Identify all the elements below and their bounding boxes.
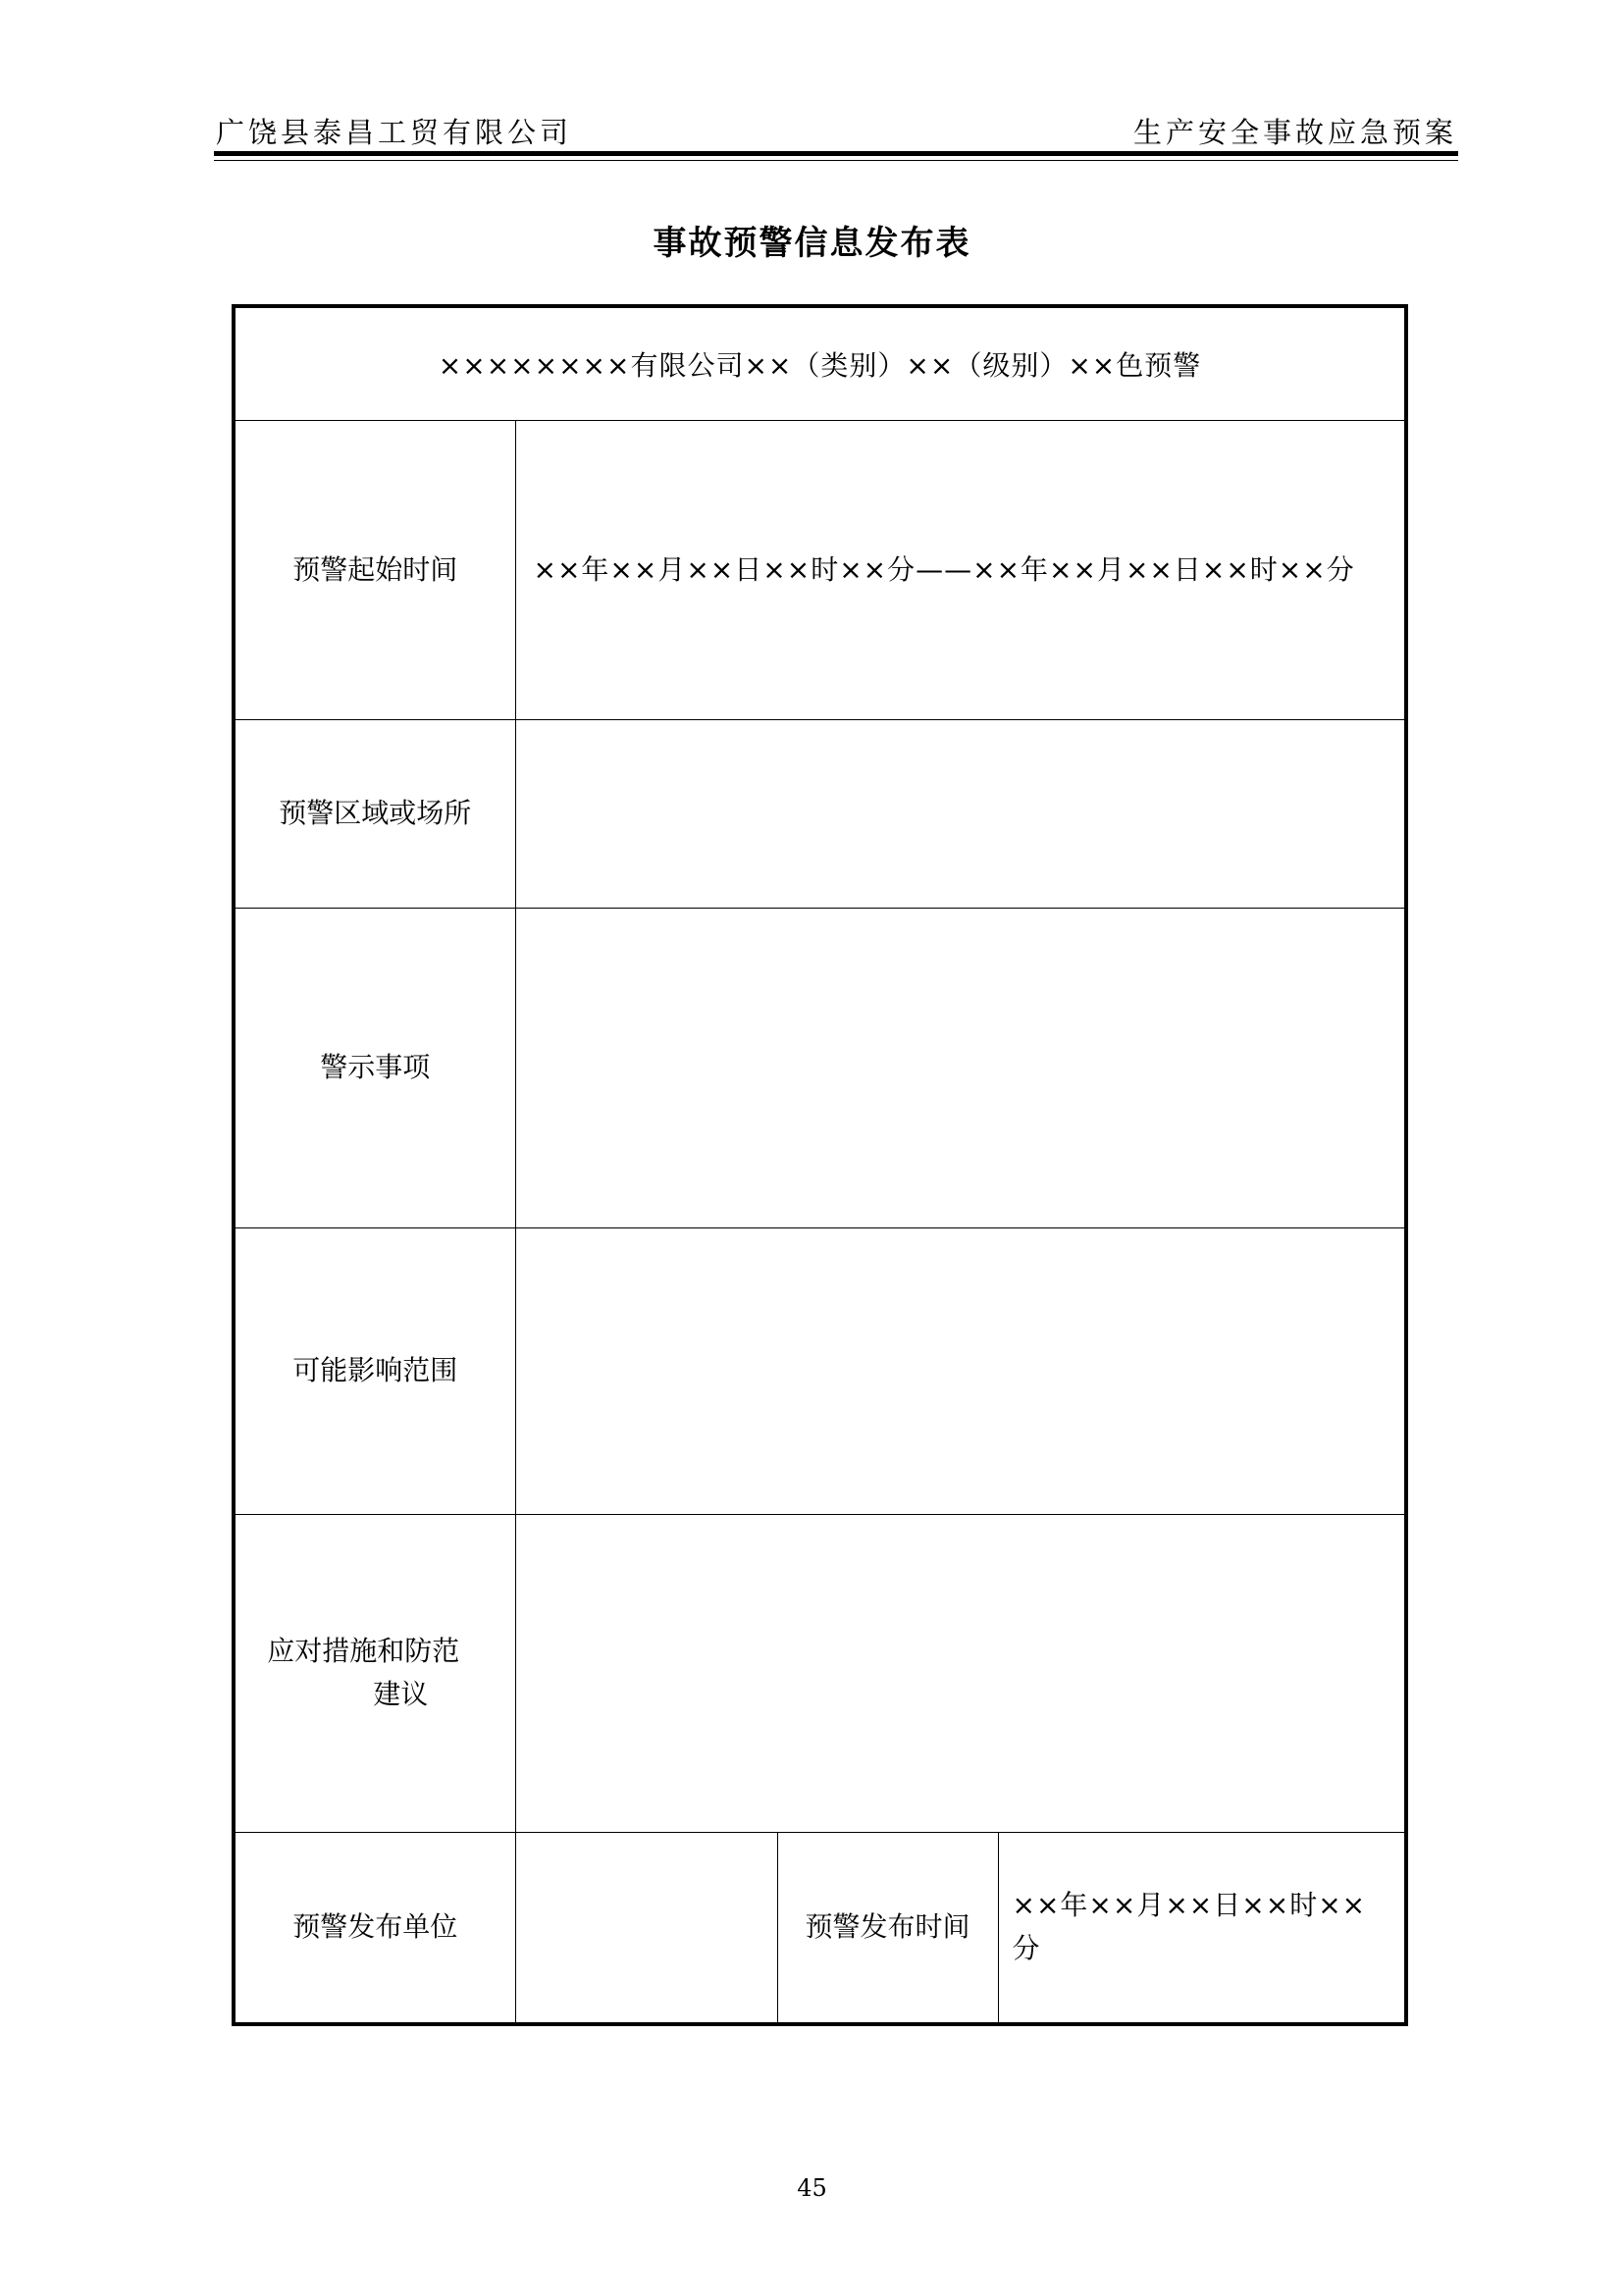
table-row-banner	[234, 306, 1406, 420]
value-issuing-unit	[515, 1832, 777, 2024]
label-countermeasures-line1: 应对措施和防范	[267, 1635, 460, 1667]
label-issuing-unit: 预警发布单位	[292, 1910, 458, 1944]
page-number: 45	[797, 2174, 827, 2202]
label-countermeasures	[267, 1630, 483, 1716]
value-warning-area	[515, 719, 1406, 908]
label-issue-time: 预警发布时间	[805, 1910, 970, 1944]
header-rule-thin	[214, 160, 1458, 161]
header-rule-thick	[214, 151, 1458, 156]
table-row	[234, 1514, 1406, 1832]
table-row	[234, 908, 1406, 1227]
value-start-time: ××年××月××日××时××分——××年××月××日××时××分	[515, 420, 1406, 719]
table-row-footer	[234, 1832, 1406, 2024]
form-title: 事故预警信息发布表	[653, 224, 971, 263]
table-row	[234, 1227, 1406, 1514]
header-company: 广饶县泰昌工贸有限公司	[216, 116, 573, 149]
table-row	[234, 420, 1406, 719]
warning-banner: ××××××××有限公司××（类别）××（级别）××色预警	[234, 306, 1406, 420]
warning-form-table	[232, 304, 1408, 2026]
label-warning-area: 预警区域或场所	[279, 797, 472, 829]
label-impact-scope: 可能影响范围	[292, 1354, 458, 1386]
label-warning-items: 警示事项	[320, 1051, 431, 1083]
label-countermeasures-line2: 建议	[373, 1678, 429, 1710]
value-impact-scope	[515, 1227, 1406, 1514]
label-start-time: 预警起始时间	[292, 552, 458, 586]
table-row	[234, 719, 1406, 908]
value-issue-time: ××年××月××日××时××分	[998, 1832, 1406, 2024]
header-doc-title: 生产安全事故应急预案	[1132, 116, 1457, 149]
value-warning-items	[515, 908, 1406, 1227]
value-countermeasures	[515, 1514, 1406, 1832]
